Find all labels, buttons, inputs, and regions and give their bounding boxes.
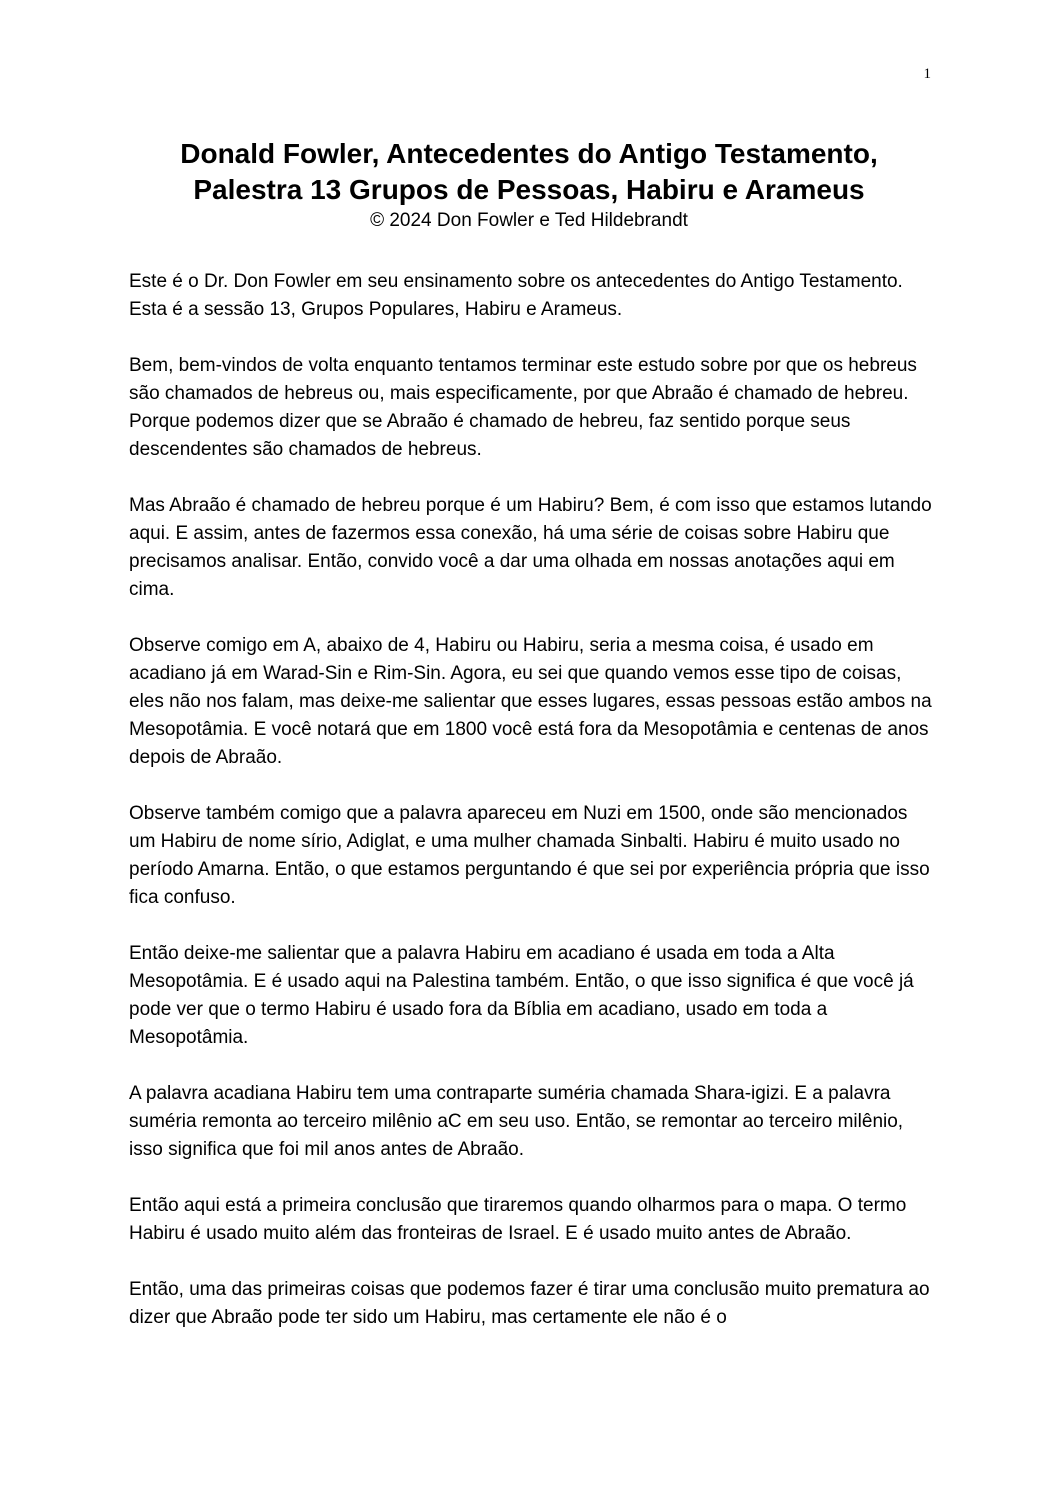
paragraph: Então, uma das primeiras coisas que podemos fazer é tirar uma conclusão muito prematura ao dizer que Abraão pode ter sido um Habiru, mas certamente ele não é o xyxy=(129,1279,930,1328)
document-body xyxy=(129,268,933,1360)
paragraph: Então aqui está a primeira conclusão que tiraremos quando olharmos para o mapa. O termo Habiru é usado muito além das fronteiras de Israel. E é usado muito antes de Abraão. xyxy=(129,1195,907,1244)
paragraph: Então deixe-me salientar que a palavra Habiru em acadiano é usada em toda a Alta Mesopotâmia. E é usado aqui na Palestina também. Então, o que isso significa é que você já pode ver que o termo Habiru é usado fora da Bíblia em acadiano, usado em toda a Mesopotâmia. xyxy=(129,943,914,1048)
paragraph: A palavra acadiana Habiru tem uma contraparte suméria chamada Shara-igizi. E a palavra suméria remonta ao terceiro milênio aC em seu uso. Então, se remontar ao terceiro milênio, isso significa que foi mil anos antes de Abraão. xyxy=(129,1083,904,1160)
paragraph: Bem, bem-vindos de volta enquanto tentamos terminar este estudo sobre por que os hebreus são chamados de hebreus ou, mais especificamente, por que Abraão é chamado de hebreu. Porque podemos dizer que se Abraão é chamado de hebreu, faz sentido porque seus descendentes são chamados de hebreus. xyxy=(129,355,917,460)
paragraph: Observe também comigo que a palavra apareceu em Nuzi em 1500, onde são mencionados um Habiru de nome sírio, Adiglat, e uma mulher chamada Sinbalti. Habiru é muito usado no período Amarna. Então, o que estamos perguntando é que sei por experiência própria que isso fica confuso. xyxy=(129,803,930,908)
page-number: 1 xyxy=(923,66,931,82)
paragraph: Este é o Dr. Don Fowler em seu ensinamento sobre os antecedentes do Antigo Testamento. Esta é a sessão 13, Grupos Populares, Habiru e Arameus. xyxy=(129,271,903,320)
title-line-1: Donald Fowler, Antecedentes do Antigo Testamento, xyxy=(180,138,878,169)
paragraph: Mas Abraão é chamado de hebreu porque é um Habiru? Bem, é com isso que estamos lutando aqui. E assim, antes de fazermos essa conexão, há uma série de coisas sobre Habiru que precisamos analisar. Então, convido você a dar uma olhada em nossas anotações aqui em cima. xyxy=(129,495,932,600)
copyright-line: © 2024 Don Fowler e Ted Hildebrandt xyxy=(370,210,688,231)
title-line-2: Palestra 13 Grupos de Pessoas, Habiru e Arameus xyxy=(193,174,865,205)
document-header xyxy=(120,136,938,234)
paragraph: Observe comigo em A, abaixo de 4, Habiru ou Habiru, seria a mesma coisa, é usado em acadiano já em Warad-Sin e Rim-Sin. Agora, eu sei que quando vemos esse tipo de coisas, eles não nos falam, mas deixe-me salientar que esses lugares, essas pessoas estão ambos na Mesopotâmia. E você notará que em 1800 você está fora da Mesopotâmia e centenas de anos depois de Abraão. xyxy=(129,635,932,768)
